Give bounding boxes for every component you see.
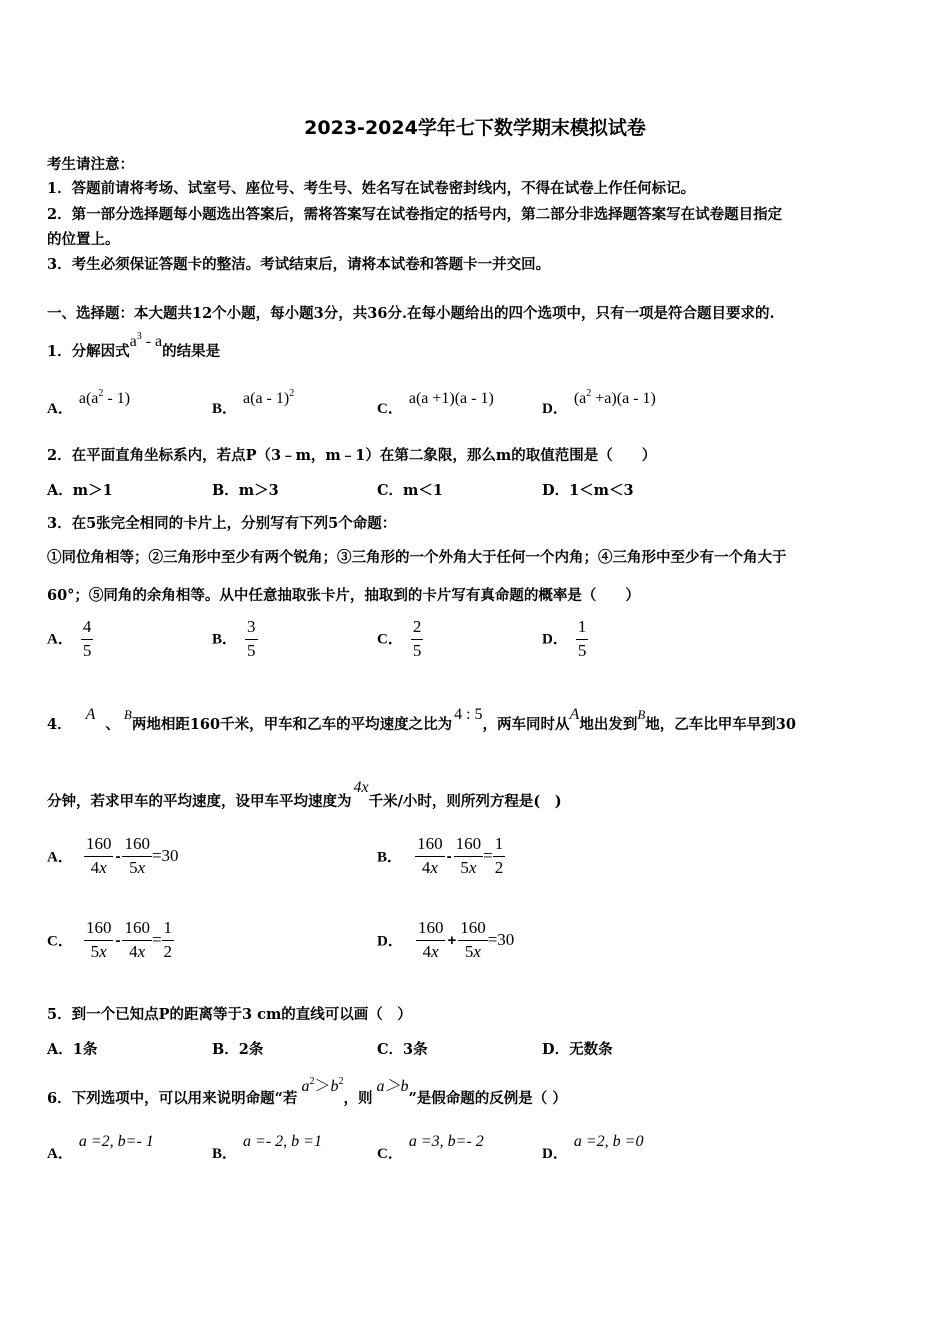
q5-option-b[interactable]: B．2条: [212, 1041, 264, 1058]
q3-option-a[interactable]: A． $\frac{4}{5}$: [47, 617, 92, 660]
notice-line-3: 3．考生必须保证答题卡的整洁。考试结束后，请将本试卷和答题卡一并交回。: [47, 256, 551, 273]
q1-option-a[interactable]: A．$a(a^2 - 1)$: [47, 388, 131, 417]
q6-option-b[interactable]: B．a =- 2, b =1: [212, 1133, 322, 1162]
q5-option-c[interactable]: C．3条: [377, 1041, 428, 1058]
q4-option-c[interactable]: C． $\frac{160}{5x}$ - $\frac{160}{4x}$ = $\frac{1}{2}$: [47, 918, 173, 961]
q3-line-3: 60°；⑤同角的余角相等。从中任意抽取张卡片，抽取到的卡片写有真命题的概率是（ ）: [47, 587, 640, 604]
q1-option-d[interactable]: D．$(a^2 +a)(a - 1)$: [542, 388, 656, 417]
notice-line-2b: 的位置上。: [47, 231, 120, 248]
notice-heading: 考生请注意：: [47, 156, 134, 173]
q6-stem: 6．下列选项中，可以用来说明命题“若$a^2>b^2$，则a＞b”是假命题的反例是（ ）: [47, 1076, 567, 1107]
page-title: 2023-2024学年七下数学期末模拟试卷: [304, 117, 646, 139]
q6-option-c[interactable]: C．a =3, b=- 2: [377, 1133, 484, 1162]
notice-line-1: 1．答题前请将考场、试室号、座位号、考生号、姓名写在试卷密封线内，不得在试卷上作任何标记。: [47, 180, 696, 197]
section-heading: 一、选择题：本大题共12个小题，每小题3分，共36分.在每小题给出的四个选项中，只有一项是符合题目要求的.: [47, 305, 775, 322]
q4-option-b[interactable]: B． $\frac{160}{4x}$ - $\frac{160}{5x}$ = $\frac{1}{2}$: [377, 834, 504, 877]
q3-line-2: ①同位角相等；②三角形中至少有两个锐角；③三角形的一个外角大于任何一个内角；④三角形中至少有一个角大于: [47, 549, 787, 566]
q6-option-a[interactable]: A．a =2, b=- 1: [47, 1133, 154, 1162]
q2-option-d[interactable]: D．1＜m＜3: [542, 482, 634, 499]
q6-conclusion: a＞b: [376, 1078, 409, 1095]
q1-prefix: 1．分解因式: [47, 343, 130, 360]
q1-suffix: 的结果是: [162, 343, 221, 360]
q3-option-b[interactable]: B． $\frac{3}{5}$: [212, 617, 256, 660]
q4-option-d[interactable]: D． $\frac{160}{4x}$ + $\frac{160}{5x}$ =30: [377, 918, 515, 961]
q1-stem: [47, 331, 221, 361]
q3-option-d[interactable]: D． $\frac{1}{5}$: [542, 617, 587, 660]
q2-option-b[interactable]: B．m＞3: [212, 482, 279, 499]
q5-stem: 5．到一个已知点P的距离等于3 cm的直线可以画（ ）: [47, 1006, 412, 1023]
q6-condition: $a^2>b^2$: [301, 1076, 344, 1095]
q5-option-d[interactable]: D．无数条: [542, 1041, 613, 1058]
q3-stem: 3．在5张完全相同的卡片上，分别写有下列5个命题：: [47, 515, 397, 532]
q2-option-a[interactable]: A．m＞1: [47, 482, 113, 499]
q1-expression: $a^3$ - a: [129, 331, 163, 350]
q1-option-c[interactable]: C．a(a +1)(a - 1): [377, 390, 494, 417]
q1-option-b[interactable]: B．a(a - 1)$^2$: [212, 388, 295, 417]
q2-option-c[interactable]: C．m＜1: [377, 482, 443, 499]
q6-option-d[interactable]: D．a =2, b =0: [542, 1133, 644, 1162]
notice-line-2a: 2．第一部分选择题每小题选出答案后，需将答案写在试卷指定的括号内，第二部分非选择题答案写在试卷题目指定: [47, 206, 783, 223]
q3-option-c[interactable]: C． $\frac{2}{5}$: [377, 617, 422, 660]
q4-stem-line-1: 4．A、B两地相距160千米，甲车和乙车的平均速度之比为4 : 5，两车同时从A地出发到B地，乙车比甲车早到30: [47, 706, 796, 733]
q5-option-a[interactable]: A．1条: [47, 1041, 98, 1058]
q4-stem-line-2: 分钟，若求甲车的平均速度，设甲车平均速度为4x千米/小时，则所列方程是( ): [47, 779, 562, 810]
q2-stem: 2．在平面直角坐标系内，若点P（3﹣m，m﹣1）在第二象限，那么m的取值范围是（ ）: [47, 447, 657, 464]
q4-option-a[interactable]: A． $\frac{160}{4x}$ - $\frac{160}{5x}$ =30: [47, 834, 179, 877]
